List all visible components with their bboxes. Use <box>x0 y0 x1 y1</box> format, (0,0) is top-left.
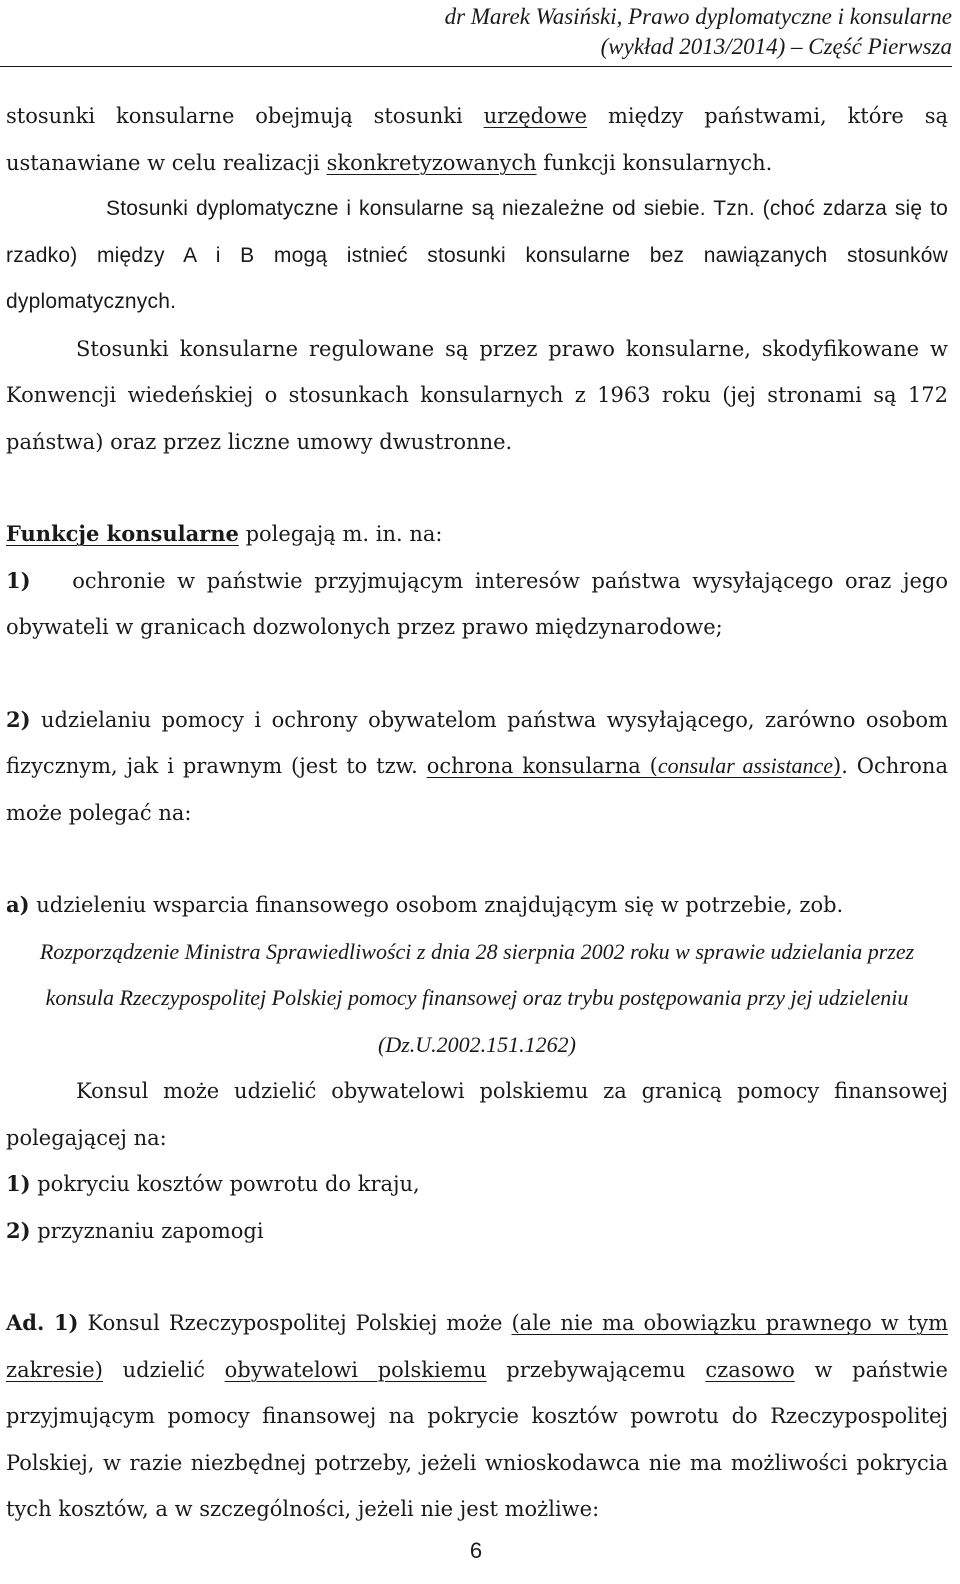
consular-protection-term: ochrona konsularna (consular assistance) <box>426 753 842 778</box>
underlined-term-skonkretyzowanych: skonkretyzowanych <box>326 150 537 175</box>
header-line-2: (wykład 2013/2014) – Część Pierwsza <box>600 34 952 59</box>
function-item-1: 1) ochronie w państwie przyjmującym interesów państwa wysyłającego oraz jego obywateli w granicach dozwolonych przez prawo międzynarodowe; <box>6 567 948 639</box>
document-body <box>6 93 948 1533</box>
support-item-a: a) udzieleniu wsparcia finansowego osobom znajdującym się w potrzebie, zob. <box>6 892 844 917</box>
ad-1-label: Ad. 1) <box>6 1310 79 1335</box>
paragraph-ad-1: Ad. 1) Konsul Rzeczypospolitej Polskiej może (ale nie ma obowiązku prawnego w tym zakresie) udzielić obywatelowi polskiemu przebywającemu czasowo w państwie przyjmującym pomocy finansowej na pokrycie kosztów powrotu do Rzeczypospolitej Polskiej, w razie niezbędnej potrzeby, jeżeli wnioskodawca nie ma możliwości pokrycia tych kosztów, a w szczególności, jeżeli nie jest możliwe: <box>6 1310 948 1521</box>
page-header <box>0 2 952 62</box>
underlined-term-urzedowe: urzędowe <box>483 104 588 128</box>
function-item-2: 2) udzielaniu pomocy i ochrony obywatelom państwa wysyłającego, zarówno osobom fizycznym, jak i prawnym (jest to tzw. ochrona konsularna (consular assistance). Ochrona może polegać na: <box>6 706 948 825</box>
functions-heading: Funkcje konsularne <box>6 521 239 546</box>
regulation-citation: Rozporządzenie Ministra Sprawiedliwości z dnia 28 sierpnia 2002 roku w sprawie udzielania przez konsula Rzeczypospolitej Polskiej pomocy finansowej oraz trybu postępowania przy jej udzieleniu (Dz.U.2002.151.1262) <box>39 938 915 1057</box>
aid-list-item-1: 1) pokryciu kosztów powrotu do kraju, <box>6 1171 420 1196</box>
header-line-1: dr Marek Wasiński, Prawo dyplomatyczne i konsularne <box>444 4 952 29</box>
functions-intro: Funkcje konsularne polegają m. in. na: <box>6 521 443 546</box>
page-number: 6 <box>469 1538 483 1563</box>
aid-list-item-2: 2) przyznaniu zapomogi <box>6 1217 264 1243</box>
paragraph-consul-aid: Konsul może udzielić obywatelowi polskiemu za granicą pomocy finansowej polegającej na: <box>6 1079 948 1150</box>
paragraph-regulation: Stosunki konsularne regulowane są przez prawo konsularne, skodyfikowane w Konwencji wiedeńskiej o stosunkach konsularnych z 1963 roku (jej stronami są 172 państwa) oraz przez liczne umowy dwustronne. <box>6 336 948 454</box>
paragraph-definition: stosunki konsularne obejmują stosunki urzędowe między państwami, które są ustanawiane w celu realizacji skonkretyzowanych funkcji konsularnych. <box>6 104 948 175</box>
paragraph-independence: Stosunki dyplomatyczne i konsularne są niezależne od siebie. Tzn. (choć zdarza się to rzadko) między A i B mogą istnieć stosunki konsularne bez nawiązanych stosunków dyplomatycznych. <box>6 197 948 313</box>
header-divider <box>0 66 952 67</box>
